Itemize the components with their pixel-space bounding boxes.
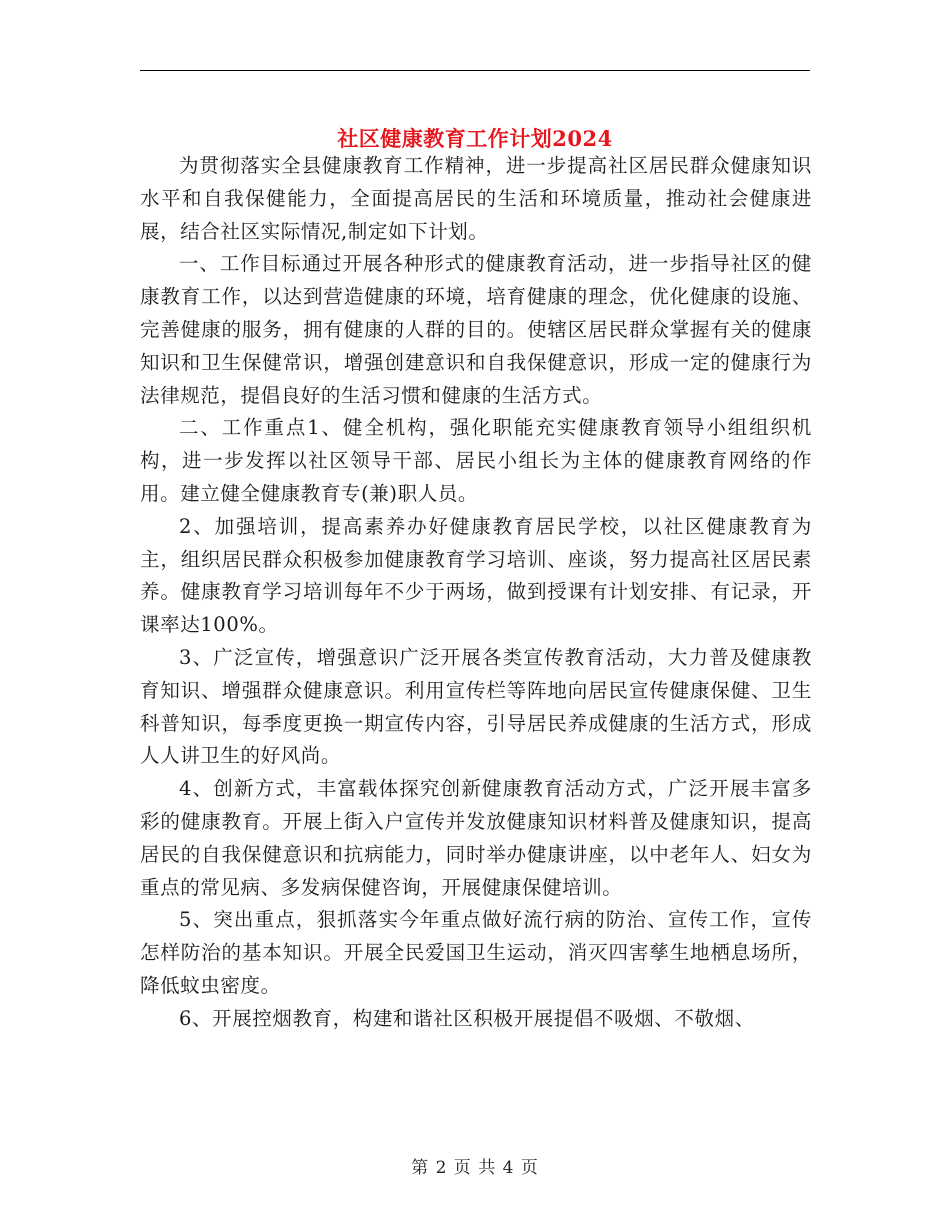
paragraph-work-goals: 一、工作目标通过开展各种形式的健康教育活动，进一步指导社区的健康教育工作，以达到营造健康的环境，培育健康的理念，优化健康的设施、完善健康的服务，拥有健康的人群的目的。使辖区居民群众掌握有关的健康知识和卫生保健常识，增强创建意识和自我保健意识，形成一定的健康行为法律规范，提倡良好的生活习惯和健康的生活方式。	[140, 252, 812, 407]
header-rule	[140, 70, 810, 71]
paragraph-work-focus-4: 4、创新方式，丰富载体探究创新健康教育活动方式，广泛开展丰富多彩的健康教育。开展上街入户宣传并发放健康知识材料普及健康知识，提高居民的自我保健意识和抗病能力，同时举办健康讲座，以中老年人、妇女为重点的常见病、多发病保健咨询，开展健康保健培训。	[140, 777, 812, 899]
paragraph-work-focus-1: 二、工作重点1、健全机构，强化职能充实健康教育领导小组组织机构，进一步发挥以社区领导干部、居民小组长为主体的健康教育网络的作用。建立健全健康教育专(兼)职人员。	[140, 416, 812, 505]
paragraph-work-focus-6: 6、开展控烟教育，构建和谐社区积极开展提倡不吸烟、不敬烟、	[179, 1006, 755, 1030]
paragraph-intro: 为贯彻落实全县健康教育工作精神，进一步提高社区居民群众健康知识水平和自我保健能力，全面提高居民的生活和环境质量，推动社会健康进展，结合社区实际情况,制定如下计划。	[140, 154, 812, 243]
paragraph-work-focus-2: 2、加强培训，提高素养办好健康教育居民学校，以社区健康教育为主，组织居民群众积极参加健康教育学习培训、座谈，努力提高社区居民素养。健康教育学习培训每年不少于两场，做到授课有计划安排、有记录，开课率达100%。	[140, 514, 812, 637]
document-title: 社区健康教育工作计划2024	[337, 126, 613, 152]
paragraph-work-focus-3: 3、广泛宣传，增强意识广泛开展各类宣传教育活动，大力普及健康教育知识、增强群众健康意识。利用宣传栏等阵地向居民宣传健康保健、卫生科普知识，每季度更换一期宣传内容，引导居民养成健康的生活方式，形成人人讲卫生的好风尚。	[140, 645, 812, 768]
paragraph-work-focus-5: 5、突出重点，狠抓落实今年重点做好流行病的防治、宣传工作，宣传怎样防治的基本知识。开展全民爱国卫生运动，消灭四害孳生地栖息场所，降低蚊虫密度。	[140, 908, 812, 997]
document-body	[140, 150, 812, 1036]
page-number-footer: 第 2 页 共 4 页	[411, 1158, 539, 1178]
